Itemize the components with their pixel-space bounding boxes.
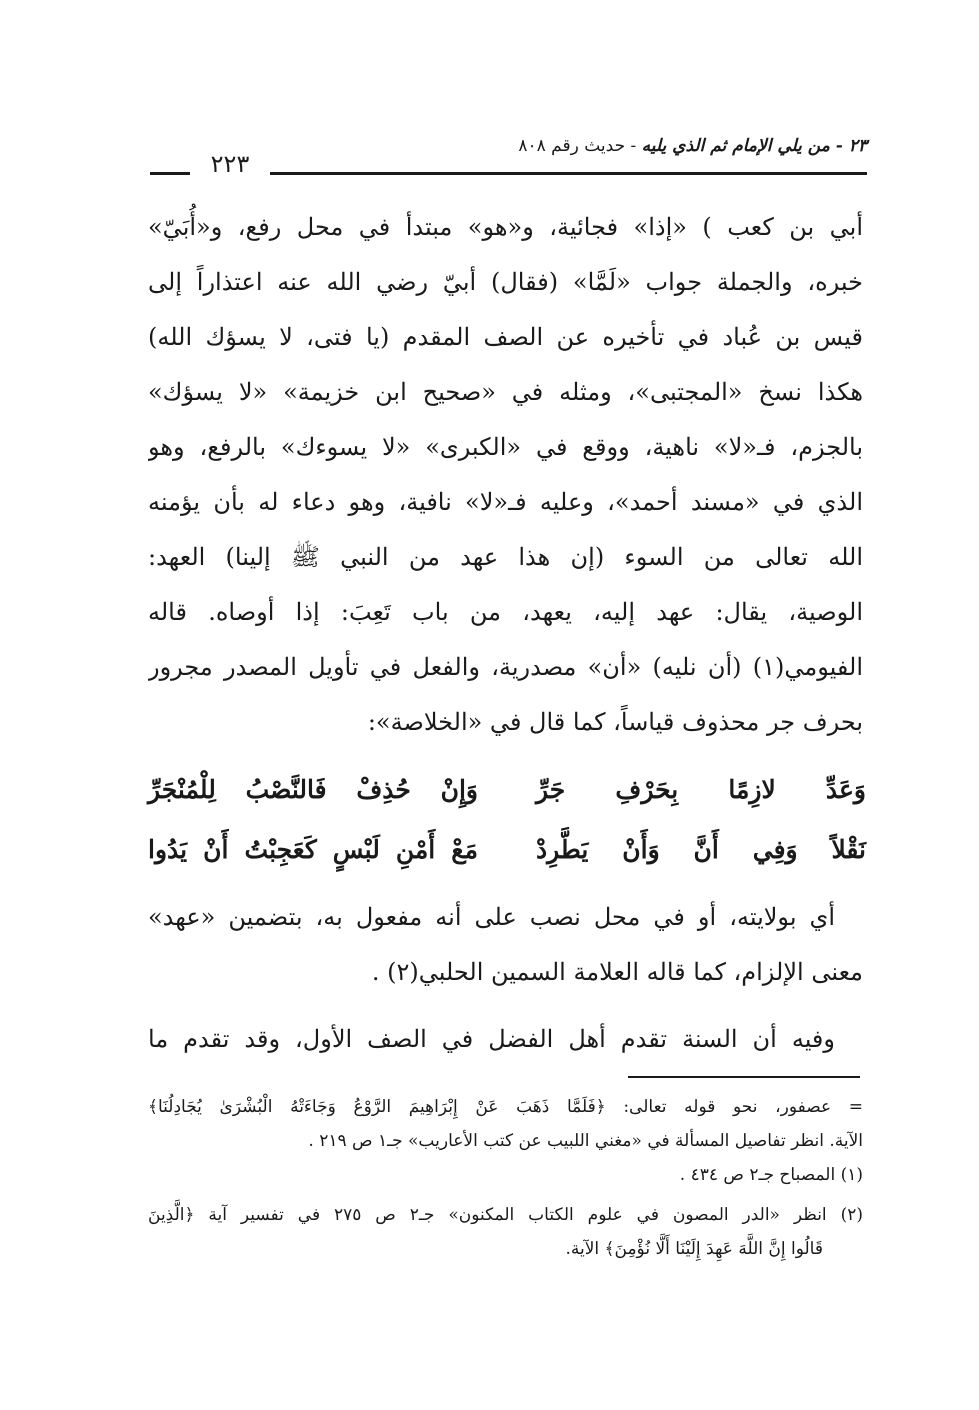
body-line: هكذا نسخ «المجتبى»، ومثله في «صحيح ابن خزيمة» «لا يسؤك» [148, 378, 863, 406]
commentary-body [148, 200, 863, 750]
header-rule [270, 172, 867, 175]
body-line: الفيومي(١) (أن نليه) «أن» مصدرية، والفعل في تأويل المصدر مجرور [148, 653, 863, 681]
footnote-rule [628, 1076, 860, 1078]
chapter-label: ٢٣ - من يلي الإمام ثم الذي يليه [641, 136, 867, 156]
body-line: وفيه أن السنة تقدم أهل الفضل في الصف الأول، وقد تقدم ما [148, 1025, 835, 1053]
paragraph-final [148, 1012, 863, 1067]
header-rule-left [150, 172, 190, 175]
footnote-1: (١) المصباح جـ٢ ص ٤٣٤ . [679, 1165, 863, 1185]
body-line: أبي بن كعب ) «إذا» فجائية، و«هو» مبتدأ في محل رفع، و«أُبَيّ» [148, 213, 863, 241]
verse-line-2 [148, 822, 866, 878]
body-line: الذي في «مسند أحمد»، وعليه فـ«لا» نافية، وهو دعاء له بأن يؤمنه [148, 488, 863, 516]
verse-hemistich-left: مَعْ أَمْنِ لَبْسٍ كَعَجِبْتُ أَنْ يَدُوا [148, 835, 478, 864]
body-line: خبره، والجملة جواب «لَمَّا» (فقال) أبيّ رضي الله عنه اعتذاراً إلى [148, 268, 863, 296]
footnote-2-continued: قَالُوا إِنَّ اللَّهَ عَهِدَ إِلَيْنَا أَلَّا نُؤْمِنَ﴾ الآية. [565, 1239, 823, 1259]
verse-line-1 [148, 762, 866, 818]
body-line: بحرف جر محذوف قياساً، كما قال في «الخلاصة»: [367, 708, 863, 736]
header-separator: - [625, 136, 642, 156]
hadith-reference: حديث رقم ٨٠٨ [518, 136, 626, 156]
verse-hemistich-right: نَقْلاً وَفِي أَنَّ وَأَنْ يَطَّرِدْ [536, 835, 866, 864]
paragraph-after-verse [148, 890, 863, 1000]
footnote-2: (٢) انظر «الدر المصون في علوم الكتاب المكنون» جـ٢ ص ٢٧٥ في تفسير آية ﴿الَّذِينَ [148, 1205, 863, 1225]
verse-hemistich-right: وَعَدِّ لازِمًا بِحَرْفِ جَرِّ [536, 775, 866, 804]
verse-hemistich-left: وَإِنْ حُذِفْ فَالنَّصْبُ لِلْمُنْجَرِّ [148, 775, 478, 804]
body-line: بالجزم، فـ«لا» ناهية، ووقع في «الكبرى» «لا يسوءك» بالرفع، وهو [148, 433, 863, 461]
body-line: قيس بن عُباد في تأخيره عن الصف المقدم (يا فتى، لا يسؤك الله) [148, 323, 863, 351]
body-line: معنى الإلزام، كما قاله العلامة السمين الحلبي(٢) . [371, 958, 863, 986]
page-number: ٢٢٣ [210, 150, 250, 178]
running-header [387, 136, 867, 156]
footnote-continued-line: الآية. انظر تفاصيل المسألة في «مغني اللبيب عن كتب الأعاريب» جـ١ ص ٢١٩ . [308, 1131, 863, 1151]
footnote-continued-line: = عصفور، نحو قوله تعالى: ﴿فَلَمَّا ذَهَبَ عَنْ إِبْرَاهِيمَ الرَّوْعُ وَجَاءَتْهُ الْبُشْرَىٰ يُجَادِلُنَا﴾ [148, 1097, 863, 1117]
footnotes [148, 1090, 863, 1266]
body-line: الوصية، يقال: عهد إليه، يعهد، من باب تَعِبَ: إذا أوصاه. قاله [148, 598, 863, 626]
body-line: أي بولايته، أو في محل نصب على أنه مفعول به، بتضمين «عهد» [148, 903, 835, 931]
body-line: الله تعالى من السوء (إن هذا عهد من النبي ﷺ إلينا) العهد: [148, 543, 863, 571]
